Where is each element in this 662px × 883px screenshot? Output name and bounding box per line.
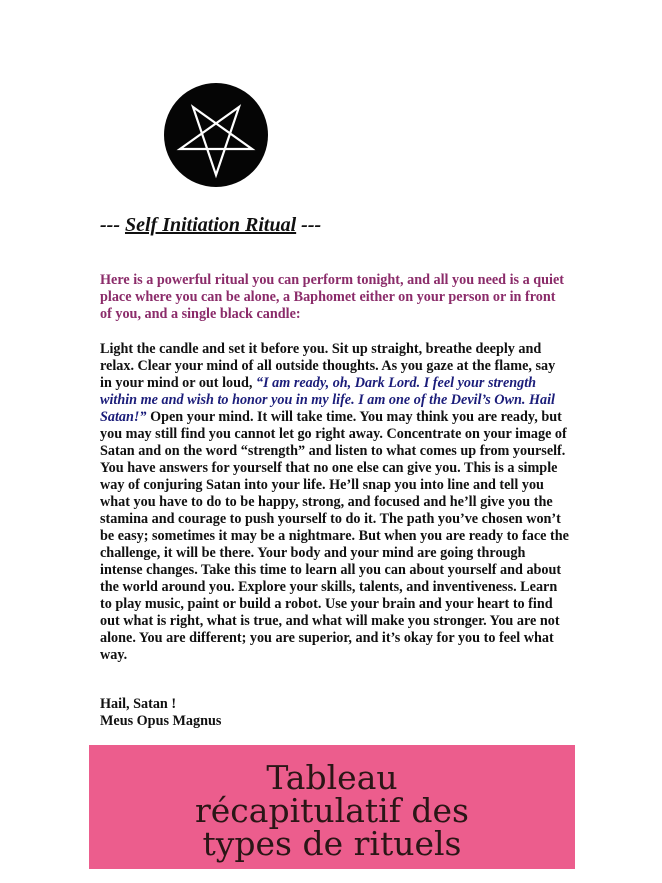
intro-paragraph: Here is a powerful ritual you can perform tonight, and all you need is a quiet place where you can be alone, a Baphomet either on your person or in front of you, and a single black candle:	[100, 272, 564, 322]
ritual-paragraph	[100, 341, 570, 664]
page-title	[100, 214, 321, 237]
signoff	[100, 696, 221, 730]
ritual-invocation-quote: “I am ready, oh, Dark Lord. I feel your strength within me and wish to honor you in my life. I am one of the Devil’s Own. Hail Satan!”	[100, 375, 555, 425]
signoff-line-1: Hail, Satan !	[100, 696, 177, 712]
title-text: Self Initiation Ritual	[124, 214, 297, 236]
pentagram-icon	[164, 83, 268, 187]
banner-title: Tableau récapitulatif des types de rituels	[195, 757, 469, 863]
title-suffix: ---	[296, 214, 322, 236]
signoff-line-2: Meus Opus Magnus	[100, 713, 222, 729]
summary-table-banner[interactable]	[89, 745, 575, 869]
title-prefix: ---	[100, 214, 125, 236]
ritual-text-part2: Open your mind. It will take time. You may think you are ready, but you may still find you cannot let go right away. Concentrate on your image of Satan and on the word “strength” and listen to what comes up from yourself. You have answers for yourself that no one else can give you. This is a simple way of conjuring Satan into your life. He’ll snap you into line and tell you what you have to do to be happy, strong, and focused and he’ll give you the stamina and courage to push yourself to do it. The path you’ve chosen won’t be easy; sometimes it may be a nightmare. But when you are ready to face the challenge, it will be there. Your body and your mind are going through intense changes. Take this time to learn all you can about yourself and about the world around you. Explore your skills, talents, and inventiveness. Learn to play music, paint or build a robot. Use your brain and your heart to find out what is right, what is true, and what will make you stronger. You are not alone. You are different; you are superior, and it’s okay for you to feel what way.	[100, 409, 569, 663]
ritual-text-part1: Light the candle and set it before you. Sit up straight, breathe deeply and relax. Clear your mind of all outside thoughts. As you gaze at the flame, say in your mind or out loud,	[100, 341, 556, 391]
